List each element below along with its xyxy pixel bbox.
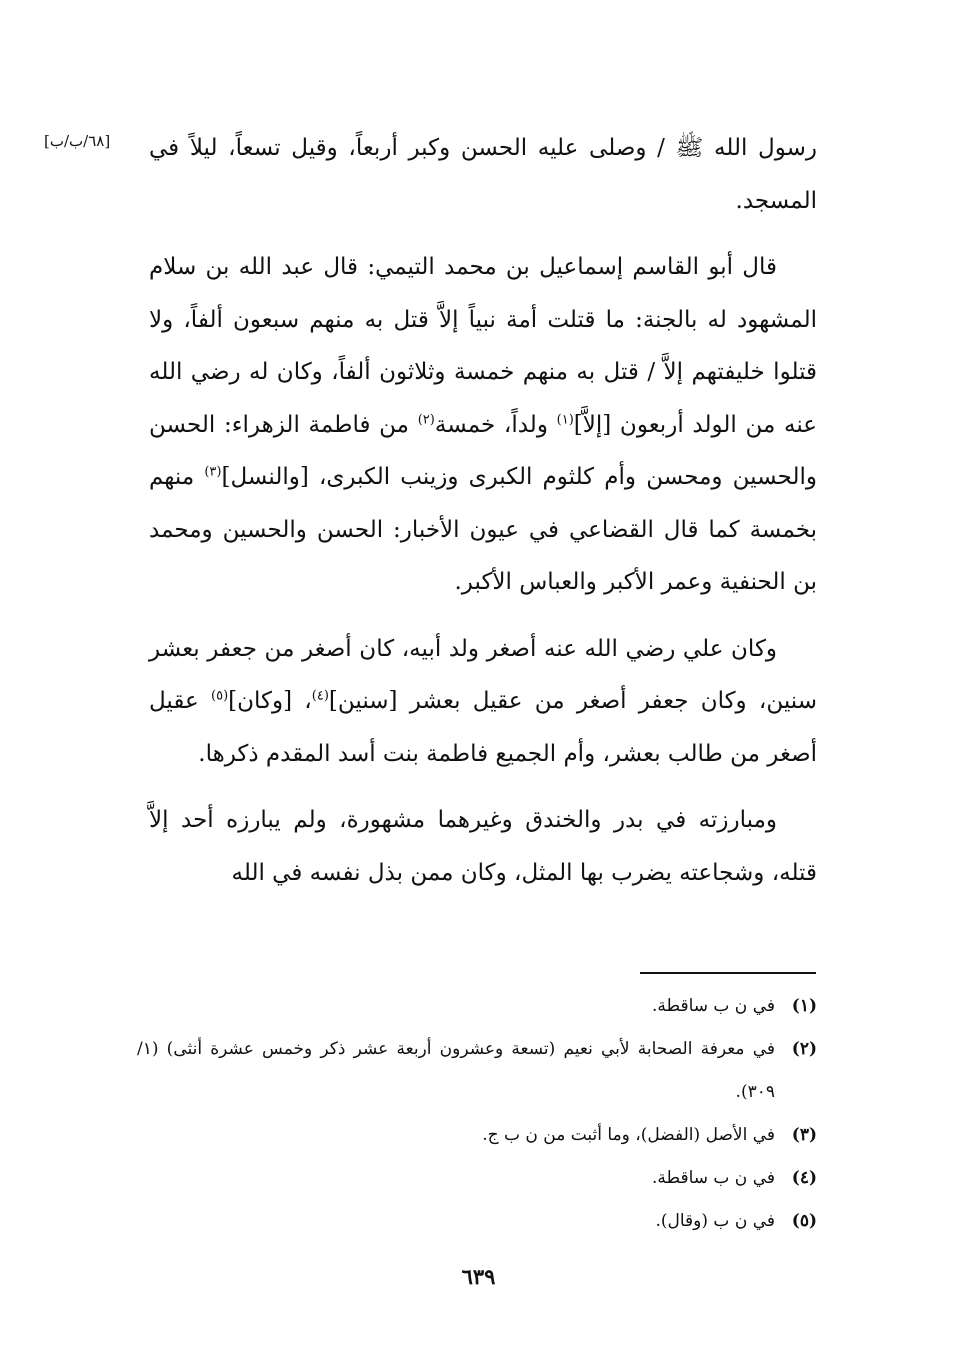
footnote-item [137, 1028, 817, 1114]
footnote-text: في ن ب (وقال). [655, 1211, 775, 1231]
footnote-item [137, 985, 817, 1028]
paragraph-2-text-a: قال أبو القاسم إسماعيل بن محمد التيمي: قال عبد الله بن سلام المشهود له بالجنة: ما قتلت أمة نبياً إلاَّ قتل به منهم سبعون ألفاً، ولا قتلوا خليفتهم إلاَّ / قتل به منهم خمسة وثلاثون ألفاً، وكان له رضي الله عنه من الولد أربعون [إلاَّ] [149, 254, 817, 438]
footnote-ref-1: (١) [556, 411, 574, 427]
paragraph-4: ومبارزته في بدر والخندق وغيرهما مشهورة، ولم يبارزه أحد إلاَّ قتله، وشجاعته يضرب بها المثل، وكان ممن بذل نفسه في الله [149, 807, 817, 886]
paragraph-3 [149, 623, 817, 781]
paragraph-3-text-a: وكان علي رضي الله عنه أصغر ولد أبيه، كان أصغر من جعفر بعشر سنين، وكان جعفر أصغر من عقيل بعشر [سنين] [149, 635, 818, 714]
footnote-ref-2: (٢) [417, 411, 435, 427]
footnotes [137, 985, 817, 1243]
footnote-item [137, 1157, 817, 1200]
paragraph-3-text-c: عقيل أصغر من طالب بعشر، وأم الجميع فاطمة بنت أسد المقدم ذكرها. [149, 688, 817, 767]
footnote-ref-3: (٣) [204, 464, 222, 480]
paragraph-1: رسول الله ﷺ / وصلى عليه الحسن وكبر أربعاً، وقيل تسعاً، ليلاً في المسجد. [149, 135, 817, 214]
footnote-item [137, 1200, 817, 1243]
footnote-text: في الأصل (الفضل)، وما أثبت من ن ب ج. [482, 1125, 775, 1145]
footnote-number: (١) [791, 996, 817, 1016]
paragraph-2 [149, 241, 817, 609]
footnote-text: في ن ب ساقطة. [651, 996, 775, 1016]
page-number: ٦٣٩ [461, 1264, 496, 1289]
paragraph-3-text-b: ، [وكان] [228, 688, 312, 714]
footnote-text: في ن ب ساقطة. [651, 1168, 775, 1188]
footnote-number: (٢) [791, 1039, 817, 1059]
footnote-separator [640, 972, 816, 974]
main-text [149, 122, 817, 899]
paragraph-2-text-d: منهم بخمسة كما قال القضاعي في عيون الأخبار: الحسن والحسين ومحمد بن الحنفية وعمر الأكبر والعباس الأكبر. [149, 464, 817, 595]
paragraph-2-text-b: ولداً، خمسة [434, 411, 557, 438]
folio-margin-note: [٦٨/ب/ب] [44, 132, 111, 150]
footnote-number: (٥) [791, 1211, 817, 1231]
footnote-ref-4: (٤) [311, 688, 329, 704]
footnote-item [137, 1114, 817, 1157]
footnote-text: في معرفة الصحابة لأبي نعيم (تسعة وعشرون أربعة عشر ذكر وخمس عشرة أنثى) (١/ ٣٠٩). [137, 1039, 775, 1102]
footnote-number: (٤) [791, 1168, 817, 1188]
paragraph-2-text-c: من فاطمة الزهراء: الحسن والحسين ومحسن وأم كلثوم الكبرى وزينب الكبرى، [والنسل] [149, 411, 817, 490]
footnote-number: (٣) [791, 1125, 817, 1145]
footnote-ref-5: (٥) [211, 688, 229, 704]
